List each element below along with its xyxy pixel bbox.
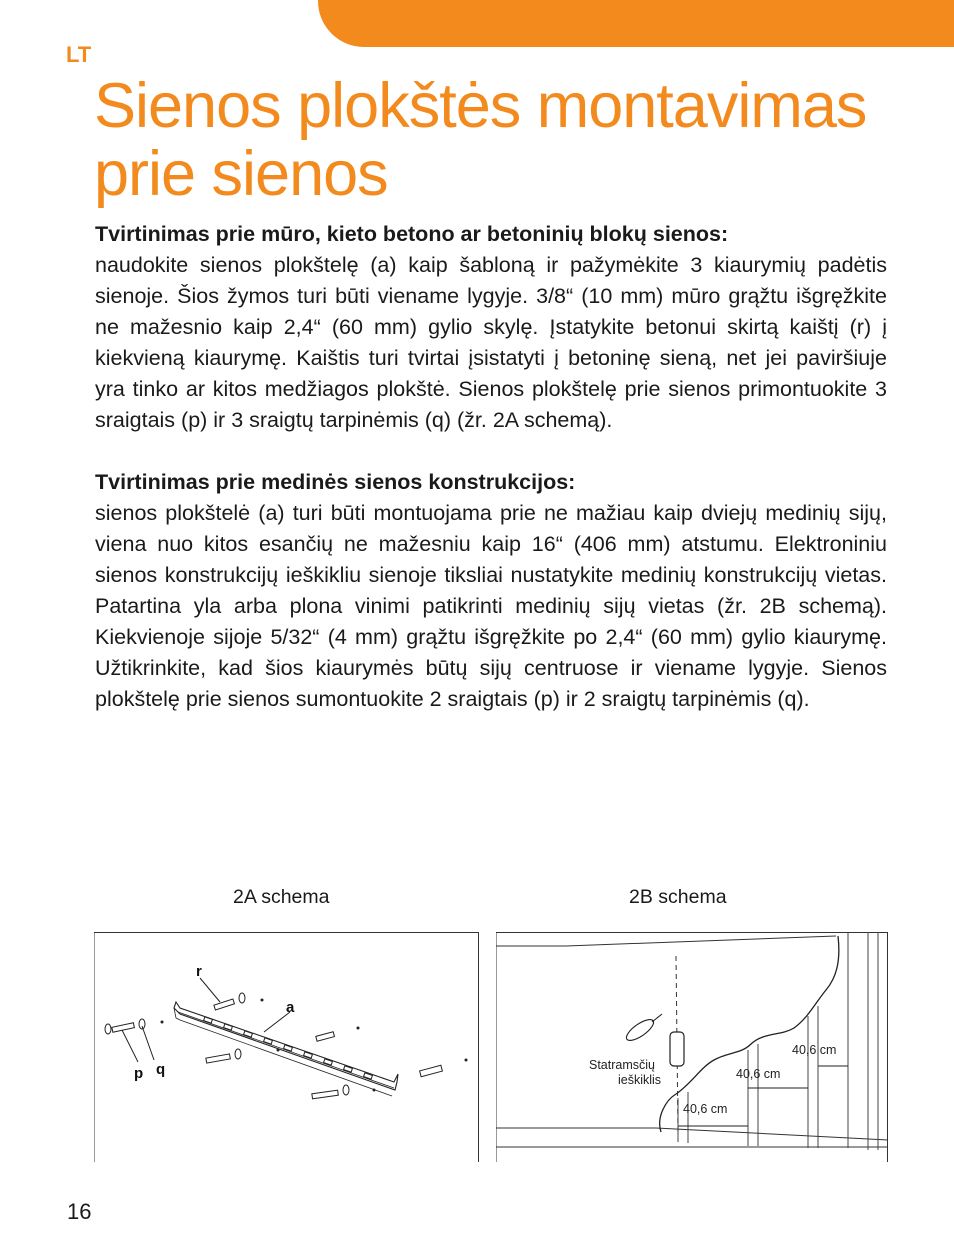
- stud-finder-label-1: Statramsčių: [589, 1058, 655, 1072]
- masonry-heading: Tvirtinimas prie mūro, kieto betono ar betoninių blokų sienos:: [95, 222, 729, 246]
- page-title-line-2: prie sienos: [94, 139, 388, 209]
- figure-2b-drawing: [496, 932, 888, 1162]
- figure-2a-caption: 2A schema: [233, 886, 330, 908]
- label-p: p: [134, 1065, 144, 1082]
- figure-2a-drawing: [94, 932, 479, 1162]
- masonry-body: naudokite sienos plokštelę (a) kaip šabloną ir pažymėkite 3 kiaurymių padėtis sienoje. Šios žymos turi būti viename lygyje. 3/8“ (10 mm) mūro grąžtu išgręžkite ne mažesnio kaip 2,4“ (60 mm) gylio skylę. Įstatykite betonui skirtą kaištį (r) į kiekvieną kiaurymę. Kaištis turi tvirtai įsistatyti į betoninę sieną, net jei paviršiuje yra tinko ar kitos medžiagos plokštė. Sienos plokštelę prie sienos primontuokite 3 sraigtais (p) ir 3 sraigtų tarpinėmis (q) (žr. 2A schemą).: [95, 253, 887, 432]
- stud-finder-icon: [670, 1032, 684, 1066]
- figure-2b: [496, 932, 888, 1162]
- stud-finder-label-2: ieškiklis: [618, 1073, 662, 1087]
- label-r: r: [196, 963, 202, 980]
- page-number: 16: [67, 1199, 92, 1224]
- figure-2a: [94, 932, 479, 1162]
- figure-2b-caption: 2B schema: [629, 886, 727, 908]
- distance-label-3: 40,6 cm: [792, 1043, 837, 1057]
- page-title: [94, 72, 866, 208]
- label-a: a: [286, 999, 295, 1016]
- wood-body: sienos plokštelė (a) turi būti montuojama prie ne mažiau kaip dviejų medinių sijų, viena nuo kitos esančių ne mažesniu kaip 16“ (406 mm) atstumu. Elektroniniu sienos konstrukcijų ieškikliu sienoje tiksliai nustatykite medinių konstrukcijų vietas. Patartina yla arba plona vinimi patikrinti medinių sijų vietas (žr. 2B schemą). Kiekvienoje sijoje 5/32“ (4 mm) grąžtu išgręžkite po 2,4“ (60 mm) gylio kiaurymę. Užtikrinkite, kad šios kiaurymės būtų sijų centruose ir viename lygyje. Sienos plokštelę prie sienos sumontuokite 2 sraigtais (p) ir 2 sraigtų tarpinėmis (q).: [95, 501, 887, 711]
- section-spacer: [95, 436, 887, 467]
- drill-points: [161, 999, 468, 1092]
- wall-studs: [678, 932, 878, 1150]
- language-label: LT: [66, 42, 92, 67]
- wood-heading: Tvirtinimas prie medinės sienos konstrukcijos:: [95, 470, 576, 494]
- page-title-line-1: Sienos plokštės montavimas: [94, 71, 867, 141]
- header-accent-tab: [318, 0, 954, 47]
- distance-label-2: 40,6 cm: [736, 1067, 781, 1081]
- instructions: [95, 219, 887, 715]
- wall-plate-illustration: [174, 1002, 398, 1096]
- label-q: q: [156, 1061, 166, 1078]
- awl-icon: [623, 1014, 662, 1044]
- distance-label-1: 40,6 cm: [683, 1102, 728, 1116]
